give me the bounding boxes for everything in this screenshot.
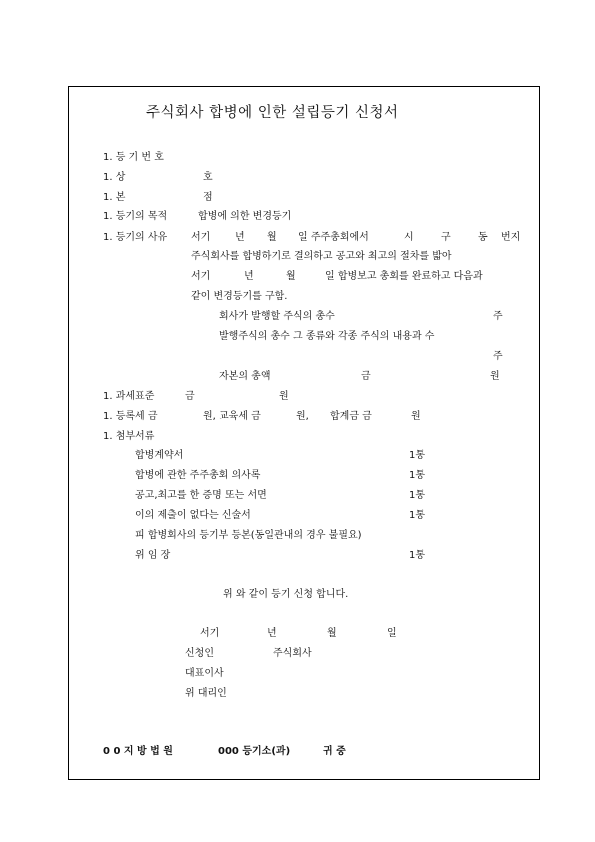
tax-base-label: 1. 과세표준 — [103, 391, 155, 402]
reason-line-2: 주식회사를 합병하기로 결의하고 공고와 최고의 절차를 밟아 — [191, 251, 452, 262]
issued-shares-label: 발행주식의 총수 그 종류와 각종 주식의 내용과 수 — [219, 331, 435, 342]
agent-label: 위 대리인 — [185, 688, 227, 699]
authorized-shares-label: 회사가 발행할 주식의 총수 — [219, 311, 335, 322]
capital-label: 자본의 총액 — [219, 371, 271, 382]
reason-line-4: 같이 변경등기를 구함. — [191, 291, 288, 302]
reason-dong: 동 — [478, 232, 488, 243]
attachment-name: 합병계약서 — [135, 450, 184, 461]
representative-label: 대표이사 — [185, 668, 224, 679]
attachment-name: 위 임 장 — [135, 550, 171, 561]
issued-shares-unit: 주 — [493, 351, 503, 362]
reason-meeting: 일 주주총회에서 — [298, 232, 369, 243]
reason-month2-unit: 월 — [286, 271, 296, 282]
trade-name-label-suffix: 호 — [203, 172, 213, 183]
reason-beonji: 번지 — [501, 232, 521, 243]
reason-year2-prefix: 서기 — [191, 271, 211, 282]
application-statement: 위 와 같이 등기 신청 합니다. — [223, 589, 349, 600]
reason-city: 시 — [404, 232, 414, 243]
court-name: 0 0 지 방 법 원 — [103, 746, 173, 757]
capital-geum: 금 — [361, 371, 371, 382]
registration-tax-label: 1. 등록세 금 — [103, 411, 158, 422]
date-month-unit: 월 — [327, 628, 337, 639]
reason-merger-report: 일 합병보고 총회를 완료하고 다음과 — [325, 271, 483, 282]
capital-unit: 원 — [490, 371, 500, 382]
registration-number-label: 1. 등 기 번 호 — [103, 152, 164, 163]
attachment-name: 이의 제출이 없다는 신술서 — [135, 510, 251, 521]
reason-year2-unit: 년 — [244, 271, 254, 282]
trade-name-label: 1. 상 — [103, 172, 126, 183]
attachment-count: 1통 — [409, 470, 426, 481]
recipient-suffix: 귀 중 — [323, 746, 346, 757]
authorized-shares-unit: 주 — [493, 311, 503, 322]
date-day-unit: 일 — [387, 628, 397, 639]
head-office-label: 1. 본 — [103, 192, 126, 203]
total-unit: 원 — [411, 411, 421, 422]
head-office-label-suffix: 점 — [203, 192, 213, 203]
purpose-label: 1. 등기의 목적 — [103, 211, 168, 222]
reason-label: 1. 등기의 사유 — [103, 232, 168, 243]
attachment-name: 피 합병회사의 등기부 등본(동일관내의 경우 불필요) — [135, 530, 362, 541]
attachment-count: 1통 — [409, 550, 426, 561]
attachment-name: 합병에 관한 주주총회 의사록 — [135, 470, 261, 481]
page-title: 주식회사 합병에 인한 설립등기 신청서 — [146, 105, 399, 121]
attachment-count: 1통 — [409, 510, 426, 521]
total-label: 합계금 금 — [330, 411, 372, 422]
applicant-company: 주식회사 — [273, 648, 312, 659]
registry-office: 000 등기소(과) — [218, 746, 291, 757]
date-year-prefix: 서기 — [200, 628, 220, 639]
date-year-unit: 년 — [267, 628, 277, 639]
attachment-name: 공고,최고를 한 증명 또는 서면 — [135, 490, 267, 501]
attachment-count: 1통 — [409, 490, 426, 501]
purpose-value: 합병에 의한 변경등기 — [198, 211, 292, 222]
reason-district: 구 — [441, 232, 451, 243]
reason-year-prefix: 서기 — [191, 232, 211, 243]
tax-base-geum: 금 — [185, 391, 195, 402]
attachment-count: 1통 — [409, 450, 426, 461]
attachments-label: 1. 첨부서류 — [103, 431, 155, 442]
reason-year-unit: 년 — [235, 232, 245, 243]
education-tax-label: 원, 교육세 금 — [203, 411, 261, 422]
education-tax-unit: 원, — [296, 411, 309, 422]
tax-base-unit: 원 — [279, 391, 289, 402]
reason-month-unit: 월 — [267, 232, 277, 243]
applicant-label: 신청인 — [185, 648, 214, 659]
